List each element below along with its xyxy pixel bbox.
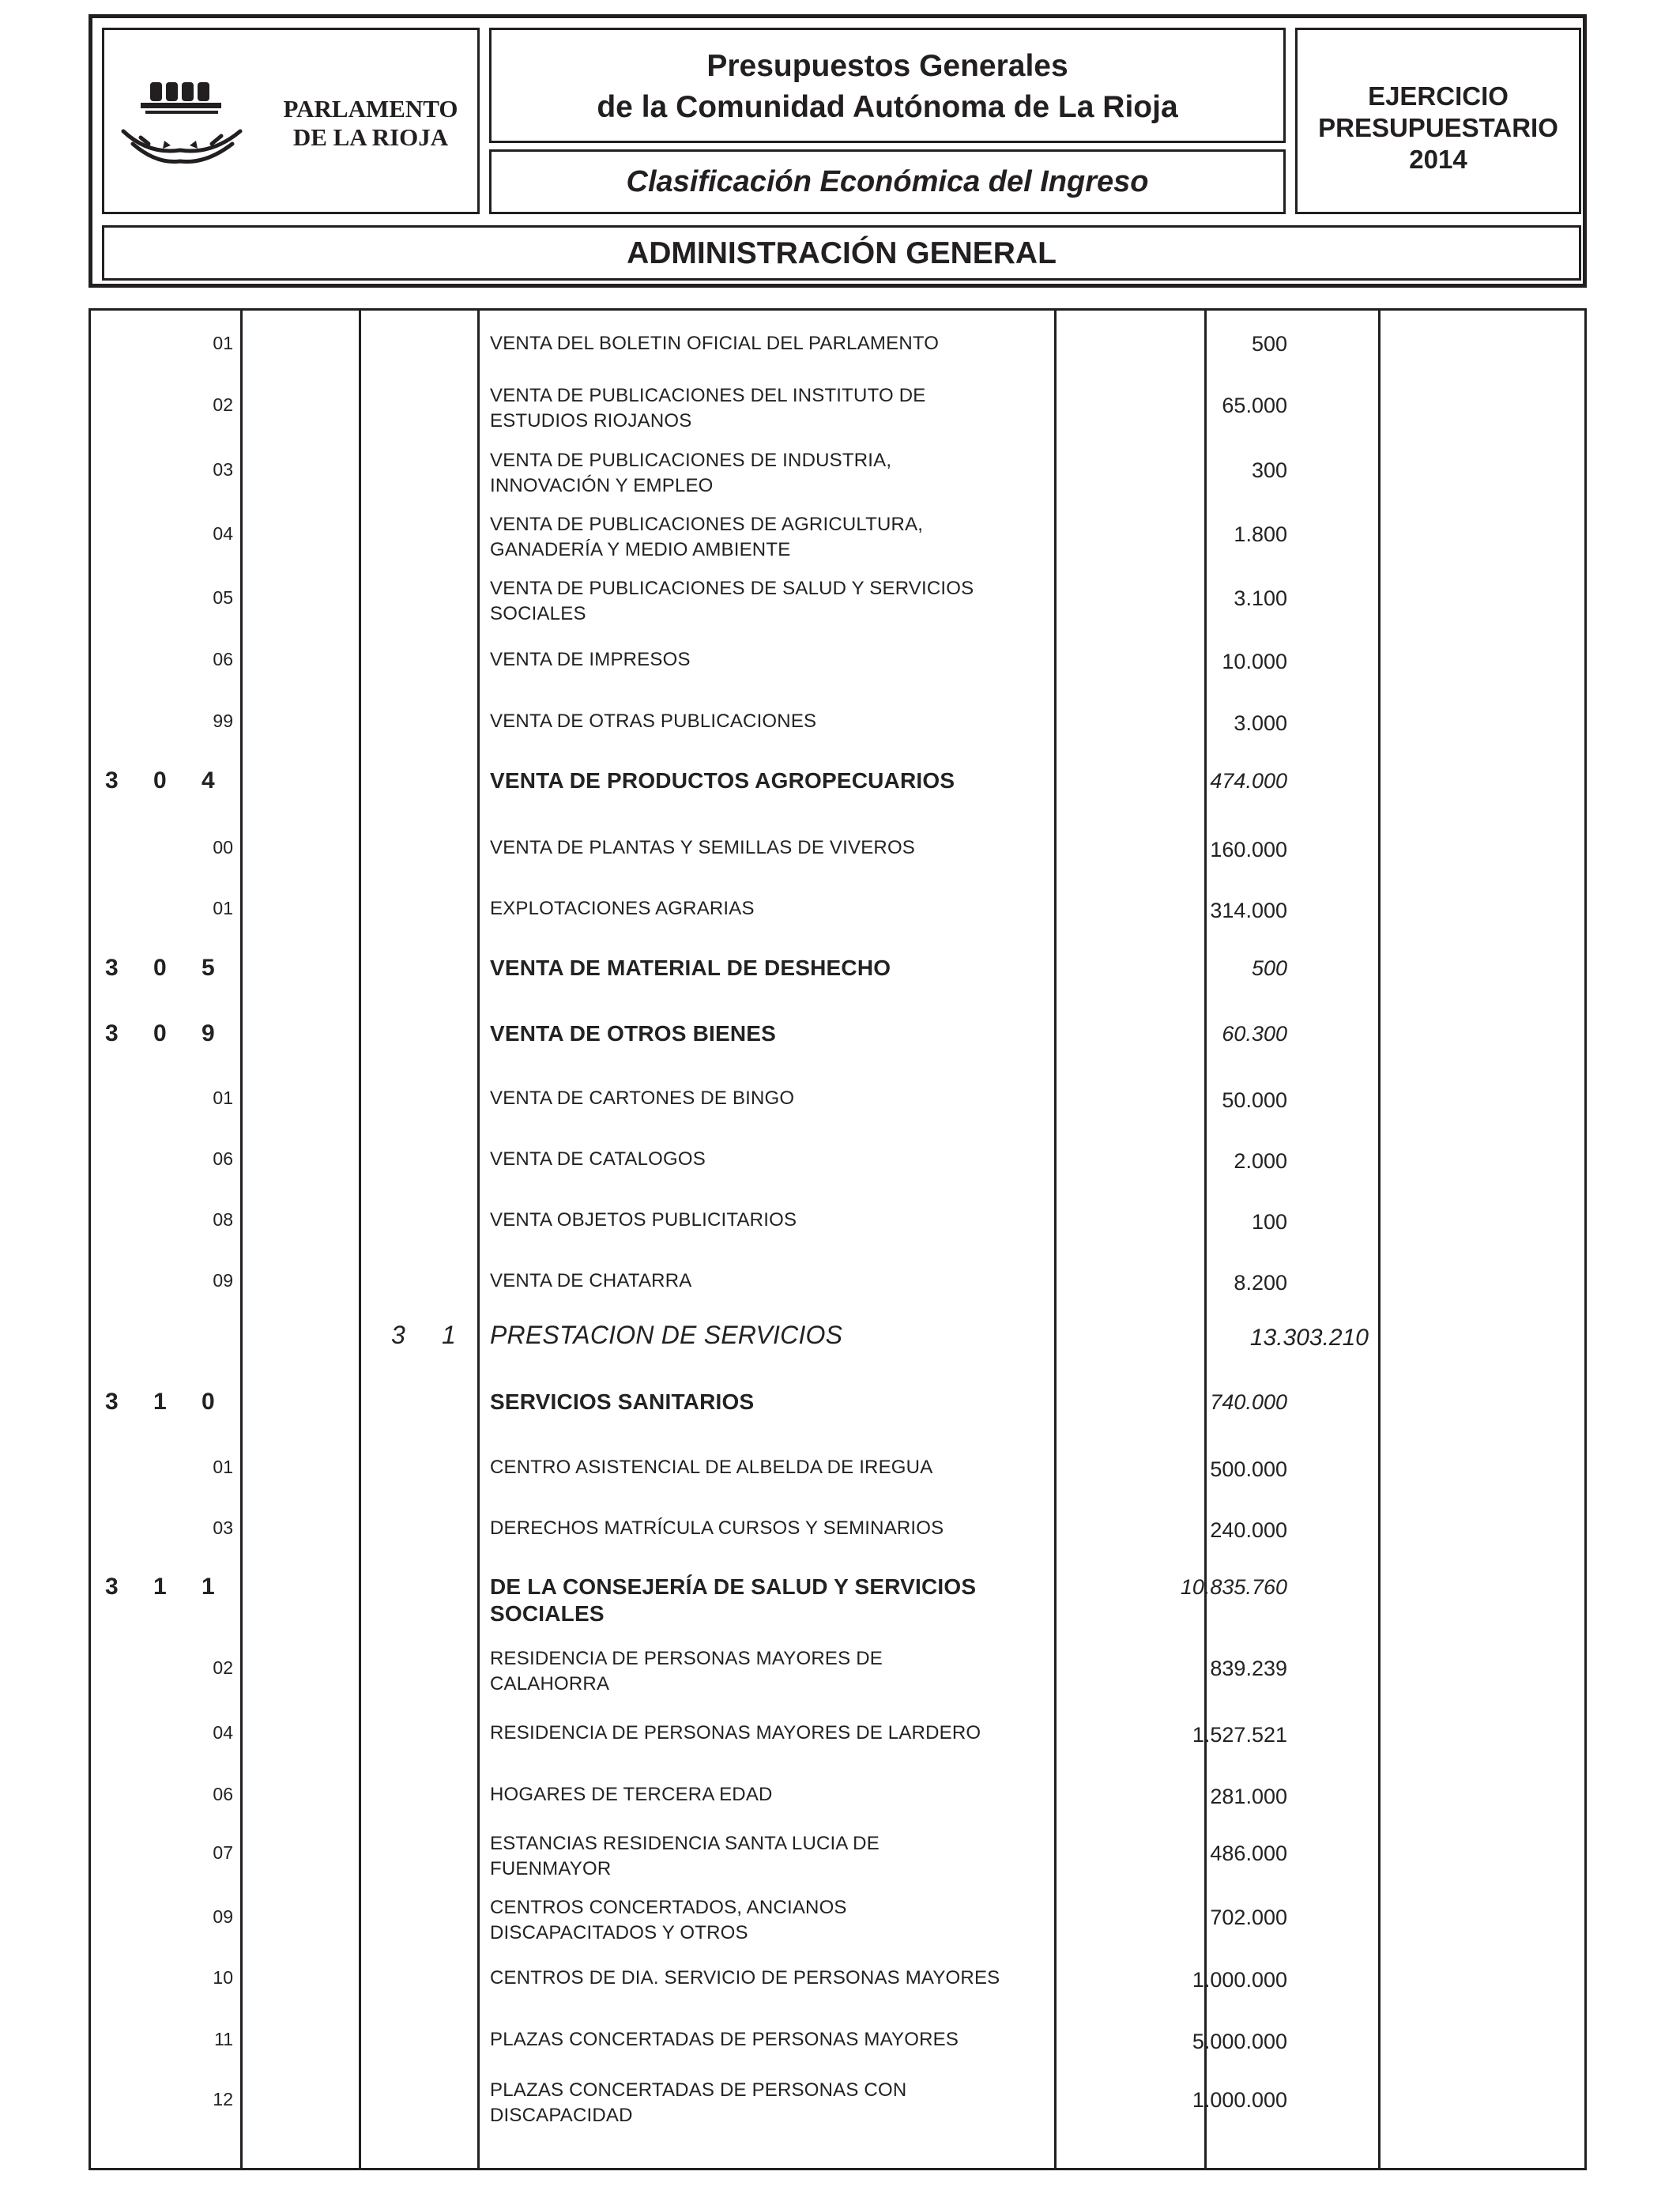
description-line: VENTA DE PUBLICACIONES DE INDUSTRIA, (490, 450, 892, 471)
description-line: HOGARES DE TERCERA EDAD (490, 1784, 773, 1805)
concept-code: 03 (213, 1517, 233, 1538)
row-description (490, 1147, 1122, 1172)
row-description (490, 512, 1122, 563)
row-description (490, 1516, 1122, 1541)
budget-title-line-2: de la Comunidad Autónoma de La Rioja (597, 90, 1178, 124)
section-panel (102, 225, 1581, 281)
description-line: VENTA DE MATERIAL DE DESHECHO (490, 956, 891, 980)
row-description (490, 331, 1122, 356)
concept-code: 11 (214, 2029, 233, 2049)
row-description (490, 1389, 1122, 1416)
description-line: CALAHORRA (490, 1673, 610, 1695)
logo-panel (102, 28, 480, 214)
description-line: FUENMAYOR (490, 1858, 612, 1879)
row-description (490, 1966, 1122, 1991)
description-line: ESTANCIAS RESIDENCIA SANTA LUCIA DE (490, 1833, 880, 1854)
concept-code: 02 (213, 394, 233, 415)
article-amount: 740.000 (1210, 1390, 1287, 1414)
description-line: VENTA DE PRODUCTOS AGROPECUARIOS (490, 768, 955, 793)
row-description (490, 1269, 1122, 1294)
article-code: 3 0 4 (105, 767, 229, 794)
description-line: SERVICIOS SANITARIOS (490, 1389, 755, 1414)
description-line: DE LA CONSEJERÍA DE SALUD Y SERVICIOS (490, 1574, 977, 1599)
chapter-total: 13.303.210 (1249, 1325, 1369, 1351)
description-line: VENTA DE CATALOGOS (490, 1148, 706, 1170)
concept-code: 07 (213, 1842, 233, 1863)
description-line: VENTA DE IMPRESOS (490, 649, 691, 670)
fiscal-year-line-2: PRESUPUESTARIO (1318, 113, 1558, 142)
row-amount: 1.000.000 (1192, 2088, 1287, 2112)
article-code: 3 1 1 (105, 1574, 229, 1600)
concept-code: 06 (213, 1784, 233, 1804)
row-amount: 1.800 (1234, 522, 1287, 546)
description-line: DISCAPACITADOS Y OTROS (490, 1922, 748, 1943)
row-amount: 500 (1251, 332, 1287, 356)
description-line: RESIDENCIA DE PERSONAS MAYORES DE (490, 1648, 883, 1669)
row-description (490, 1455, 1122, 1480)
concept-code: 05 (213, 587, 233, 608)
row-description (490, 1086, 1122, 1111)
concept-code: 01 (213, 333, 233, 353)
section-title: ADMINISTRACIÓN GENERAL (627, 236, 1057, 270)
description-line: SOCIALES (490, 603, 586, 624)
row-description (490, 1831, 1122, 1882)
row-amount: 1.000.000 (1192, 1968, 1287, 1992)
description-line: DISCAPACIDAD (490, 2105, 633, 2126)
fiscal-year-line-1: EJERCICIO (1368, 81, 1509, 111)
row-amount: 5.000.000 (1192, 2030, 1287, 2053)
description-line: VENTA DE PUBLICACIONES DE AGRICULTURA, (490, 514, 924, 535)
description-line: VENTA DE OTRAS PUBLICACIONES (490, 711, 817, 732)
description-line: PRESTACION DE SERVICIOS (490, 1321, 843, 1349)
row-description (490, 383, 1122, 434)
row-amount: 486.000 (1210, 1842, 1287, 1865)
classification-panel (489, 149, 1286, 214)
parliament-emblem-icon (117, 68, 259, 179)
concept-code: 10 (213, 1967, 233, 1988)
description-line: CENTROS CONCERTADOS, ANCIANOS (490, 1897, 847, 1918)
fiscal-year-panel (1295, 28, 1581, 214)
description-line: EXPLOTACIONES AGRARIAS (490, 898, 755, 919)
row-amount: 50.000 (1222, 1088, 1287, 1112)
concept-code: 12 (213, 2089, 233, 2109)
article-code: 3 0 9 (105, 1020, 229, 1046)
row-description (490, 576, 1122, 627)
row-amount: 702.000 (1210, 1906, 1287, 1929)
row-description (490, 1208, 1122, 1233)
row-amount: 1.527.521 (1192, 1723, 1287, 1747)
column-divider (477, 311, 480, 2168)
row-description (490, 896, 1122, 922)
budget-title-line-1: Presupuestos Generales (706, 49, 1068, 83)
row-amount: 8.200 (1234, 1271, 1287, 1295)
description-line: CENTROS DE DIA. SERVICIO DE PERSONAS MAYORES (490, 1967, 1000, 1989)
concept-code: 04 (213, 1722, 233, 1743)
article-amount: 60.300 (1222, 1022, 1287, 1046)
chapter-code: 3 (391, 1321, 405, 1349)
concept-code: 99 (213, 711, 233, 731)
concept-code: 01 (213, 1088, 233, 1108)
description-line: SOCIALES (490, 1601, 605, 1626)
row-description (490, 1782, 1122, 1808)
row-description (490, 835, 1122, 861)
row-amount: 65.000 (1222, 394, 1287, 417)
concept-code: 01 (213, 1457, 233, 1477)
institution-name-line-2: DE LA RIOJA (292, 123, 449, 151)
description-line: VENTA DE PLANTAS Y SEMILLAS DE VIVEROS (490, 837, 916, 858)
description-line: DERECHOS MATRÍCULA CURSOS Y SEMINARIOS (490, 1517, 944, 1539)
description-line: VENTA DE CARTONES DE BINGO (490, 1088, 795, 1109)
concept-code: 09 (213, 1906, 233, 1927)
row-amount: 314.000 (1210, 899, 1287, 922)
description-line: CENTRO ASISTENCIAL DE ALBELDA DE IREGUA (490, 1457, 933, 1478)
row-description (490, 2027, 1122, 2053)
row-amount: 839.239 (1210, 1657, 1287, 1680)
description-line: VENTA DE PUBLICACIONES DEL INSTITUTO DE (490, 385, 926, 406)
concept-code: 09 (213, 1270, 233, 1291)
column-divider (359, 311, 361, 2168)
row-amount: 10.000 (1222, 650, 1287, 673)
row-amount: 240.000 (1210, 1518, 1287, 1542)
description-line: PLAZAS CONCERTADAS DE PERSONAS CON (490, 2079, 907, 2101)
concept-code: 06 (213, 649, 233, 669)
row-description (490, 709, 1122, 734)
description-line: VENTA OBJETOS PUBLICITARIOS (490, 1209, 797, 1231)
row-amount: 2.000 (1234, 1149, 1287, 1173)
chapter-subcode: 1 (442, 1321, 456, 1349)
article-code: 3 1 0 (105, 1389, 229, 1415)
column-divider (240, 311, 243, 2168)
description-line: INNOVACIÓN Y EMPLEO (490, 475, 714, 496)
concept-code: 04 (213, 523, 233, 544)
row-description (490, 1020, 1122, 1047)
row-description (490, 767, 1122, 794)
row-description (490, 1721, 1122, 1746)
row-amount: 3.100 (1234, 586, 1287, 610)
column-divider (1378, 311, 1381, 2168)
row-description (490, 1574, 1122, 1627)
row-description (490, 1646, 1122, 1697)
row-amount: 500.000 (1210, 1457, 1287, 1481)
concept-code: 01 (213, 898, 233, 918)
concept-code: 02 (213, 1657, 233, 1678)
concept-code: 06 (213, 1148, 233, 1169)
description-line: ESTUDIOS RIOJANOS (490, 410, 692, 432)
row-amount: 100 (1251, 1210, 1287, 1234)
article-amount: 474.000 (1210, 769, 1287, 793)
description-line: PLAZAS CONCERTADAS DE PERSONAS MAYORES (490, 2029, 959, 2050)
description-line: GANADERÍA Y MEDIO AMBIENTE (490, 539, 791, 560)
row-amount: 300 (1251, 458, 1287, 482)
row-amount: 160.000 (1210, 838, 1287, 861)
row-description (490, 647, 1122, 673)
budget-title-panel (489, 28, 1286, 143)
article-code: 3 0 5 (105, 955, 229, 981)
row-amount: 3.000 (1234, 711, 1287, 735)
description-line: VENTA DEL BOLETIN OFICIAL DEL PARLAMENTO (490, 333, 940, 354)
row-description (490, 2078, 1122, 2128)
classification-title: Clasificación Económica del Ingreso (626, 165, 1149, 198)
row-description (490, 448, 1122, 499)
description-line: RESIDENCIA DE PERSONAS MAYORES DE LARDERO (490, 1722, 981, 1744)
description-line: VENTA DE PUBLICACIONES DE SALUD Y SERVICIOS (490, 578, 974, 599)
concept-code: 08 (213, 1209, 233, 1230)
fiscal-year-value: 2014 (1409, 145, 1467, 174)
income-table (89, 308, 1587, 2170)
row-description (490, 1895, 1122, 1946)
row-description (490, 955, 1122, 982)
article-amount: 10.835.760 (1180, 1575, 1287, 1599)
row-description (490, 1321, 1122, 1349)
concept-code: 03 (213, 459, 233, 480)
document-header (89, 14, 1587, 288)
institution-name (267, 95, 474, 152)
description-line: VENTA DE OTROS BIENES (490, 1021, 777, 1046)
concept-code: 00 (213, 837, 233, 858)
article-amount: 500 (1251, 956, 1287, 980)
description-line: VENTA DE CHATARRA (490, 1270, 692, 1291)
row-amount: 281.000 (1210, 1785, 1287, 1808)
institution-name-line-1: PARLAMENTO (283, 95, 458, 123)
